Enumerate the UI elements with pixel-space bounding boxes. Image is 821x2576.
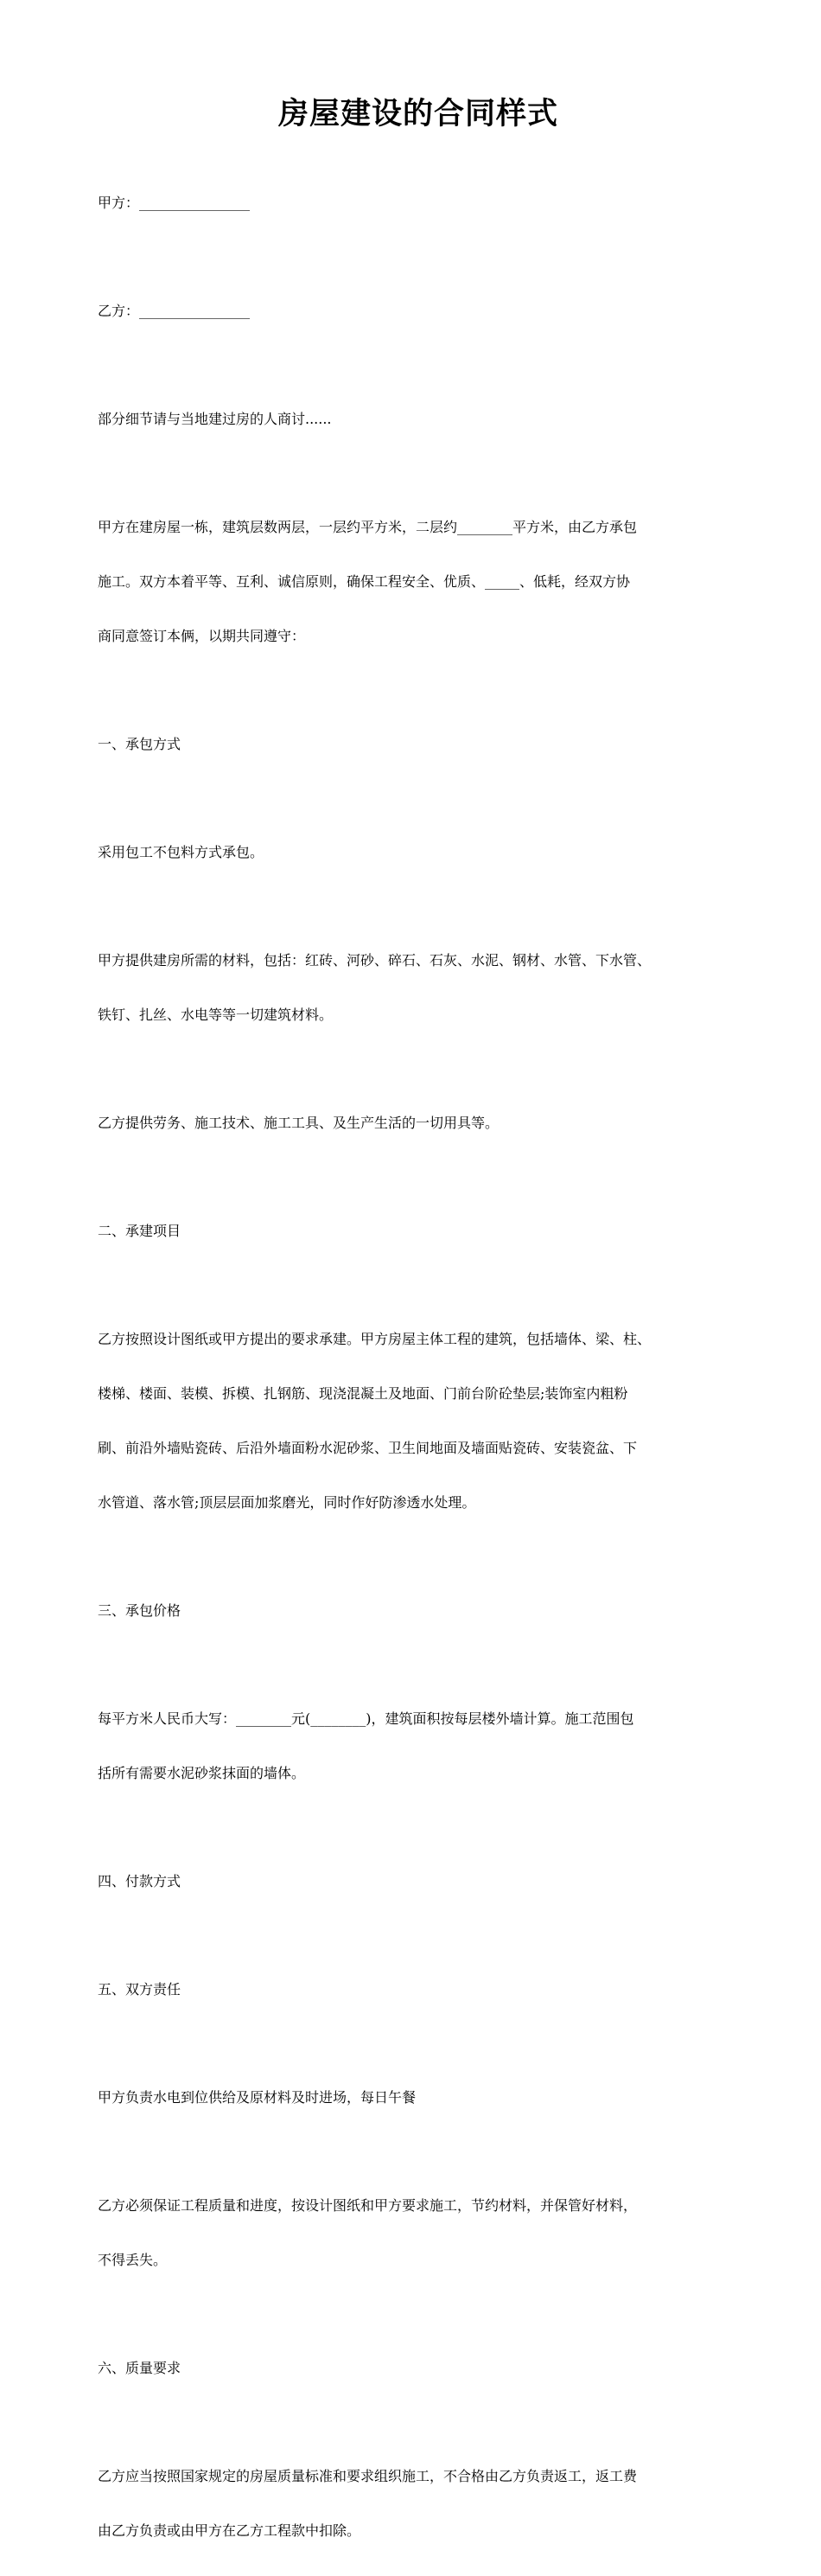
- body-paragraph: [98, 2431, 739, 2576]
- text-line: 六、质量要求: [98, 2360, 181, 2376]
- party-a-line: [98, 157, 739, 248]
- section-heading: [98, 2323, 739, 2413]
- section-heading: [98, 1944, 739, 2035]
- text-line: 乙方：________________: [98, 303, 251, 319]
- text-line: 甲方负责水电到位供给及原材料及时进场，每日午餐: [98, 2089, 417, 2106]
- text-line: 施工。双方本着平等、互利、诚信原则，确保工程安全、优质、_____、低耗，经双方协: [98, 573, 631, 590]
- text-line: 二、承建项目: [98, 1223, 181, 1239]
- intro-paragraph: [98, 482, 739, 681]
- text-line: 由乙方负责或由甲方在乙方工程款中扣除。: [98, 2522, 361, 2539]
- text-line: 甲方提供建房所需的材料，包括：红砖、河砂、碎石、石灰、水泥、钢材、水管、下水管、: [98, 952, 652, 968]
- text-line: 部分细节请与当地建过房的人商讨......: [98, 411, 332, 427]
- note-paragraph: [98, 374, 739, 464]
- text-line: 四、付款方式: [98, 1873, 181, 1889]
- text-line: 水管道、落水管;顶层层面加浆磨光，同时作好防渗透水处理。: [98, 1494, 476, 1511]
- body-paragraph: [98, 2160, 739, 2305]
- text-line: 采用包工不包料方式承包。: [98, 844, 264, 860]
- body-paragraph: [98, 1077, 739, 1168]
- text-line: 五、双方责任: [98, 1981, 181, 1998]
- text-line: 不得丢失。: [98, 2252, 168, 2268]
- section-heading: [98, 1565, 739, 1656]
- text-line: 每平方米人民币大写：________元(________)，建筑面积按每层楼外墙计算。施工范围包: [98, 1710, 634, 1727]
- body-paragraph: [98, 2052, 739, 2143]
- section-heading: [98, 699, 739, 789]
- section-heading: [98, 1836, 739, 1927]
- body-paragraph: [98, 1294, 739, 1548]
- document-title: 房屋建设的合同样式: [277, 96, 558, 131]
- text-line: 括所有需要水泥砂浆抹面的墙体。: [98, 1765, 306, 1781]
- text-line: 三、承包价格: [98, 1602, 181, 1619]
- body-paragraph: [98, 1673, 739, 1819]
- text-line: 一、承包方式: [98, 736, 181, 752]
- text-line: 乙方按照设计图纸或甲方提出的要求承建。甲方房屋主体工程的建筑，包括墙体、梁、柱、: [98, 1331, 652, 1347]
- text-line: 乙方提供劳务、施工技术、施工工具、及生产生活的一切用具等。: [98, 1115, 500, 1131]
- body-paragraph: [98, 807, 739, 898]
- text-line: 甲方：________________: [98, 195, 251, 211]
- text-line: 乙方必须保证工程质量和进度，按设计图纸和甲方要求施工，节约材料，并保管好材料，: [98, 2197, 638, 2214]
- text-line: 商同意签订本俩，以期共同遵守：: [98, 628, 306, 644]
- party-b-line: [98, 265, 739, 356]
- text-line: 铁钉、扎丝、水电等等一切建筑材料。: [98, 1007, 334, 1023]
- text-line: 乙方应当按照国家规定的房屋质量标准和要求组织施工，不合格由乙方负责返工，返工费: [98, 2468, 638, 2484]
- section-heading: [98, 1186, 739, 1276]
- text-line: 刷、前沿外墙贴瓷砖、后沿外墙面粉水泥砂浆、卫生间地面及墙面贴瓷砖、安装瓷盆、下: [98, 1440, 638, 1456]
- body-paragraph: [98, 915, 739, 1060]
- text-line: 甲方在建房屋一栋，建筑层数两层，一层约平方米，二层约________平方米，由乙方承包: [98, 519, 638, 535]
- text-line: 楼梯、楼面、装模、拆模、扎钢筋、现浇混凝土及地面、门前台阶砼垫层;装饰室内粗粉: [98, 1385, 628, 1402]
